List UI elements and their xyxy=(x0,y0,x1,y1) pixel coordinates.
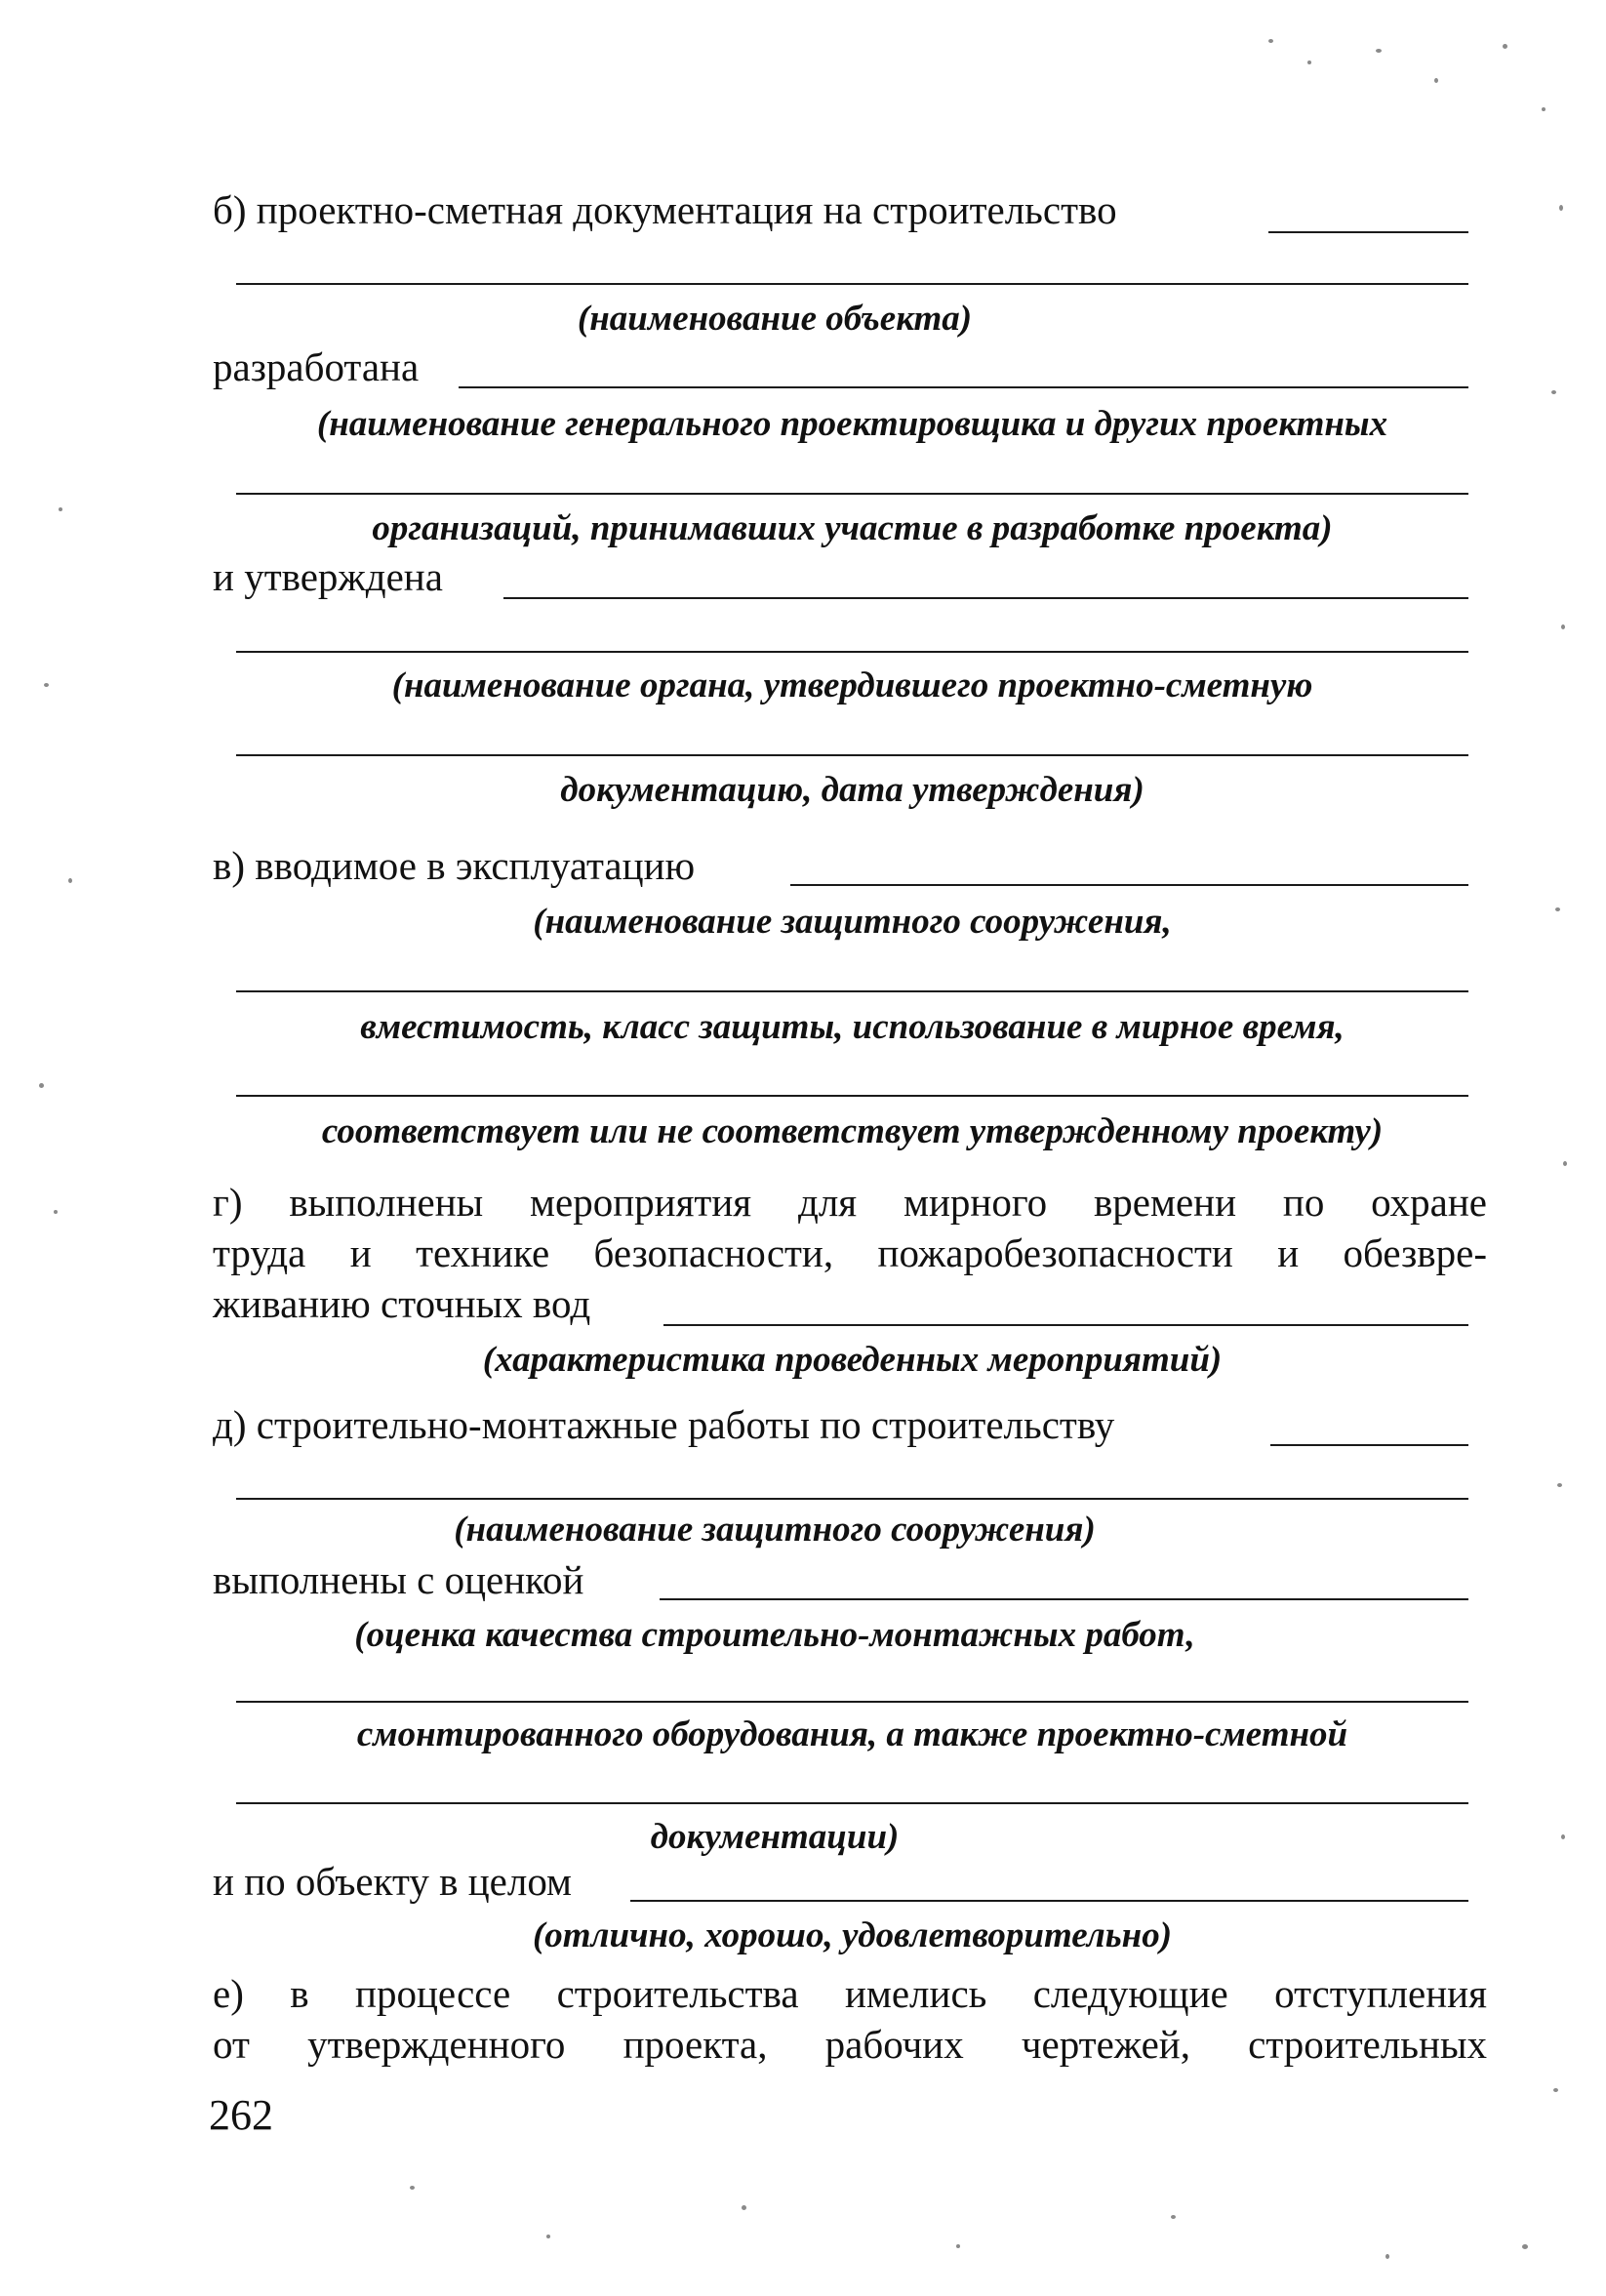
section-e-line-2 xyxy=(213,2022,1487,2067)
scan-speck xyxy=(1268,39,1273,43)
scan-speck xyxy=(956,2244,960,2248)
scan-speck xyxy=(1555,907,1560,911)
word: охране xyxy=(1371,1180,1487,1225)
blank-line xyxy=(236,1095,1468,1097)
scan-speck xyxy=(546,2235,550,2238)
word: пожаробезопасности xyxy=(877,1230,1233,1275)
blank-line xyxy=(1268,231,1468,233)
scan-speck xyxy=(1307,60,1311,64)
scan-speck xyxy=(410,2186,415,2190)
blank-line xyxy=(236,990,1468,992)
word: мероприятия xyxy=(530,1180,752,1225)
caption-organ-1: (наименование органа, утвердившего проектно-сметную xyxy=(391,665,1313,705)
section-d-heading: д) строительно-монтажные работы по строительству xyxy=(213,1402,1115,1447)
caption-organ-2: документацию, дата утверждения) xyxy=(560,770,1144,810)
blank-line xyxy=(236,493,1468,495)
word: мирного xyxy=(903,1180,1048,1225)
word: обезвре- xyxy=(1343,1230,1487,1275)
scan-speck xyxy=(1522,2244,1528,2249)
section-g-line-1 xyxy=(213,1180,1487,1225)
word: в xyxy=(290,1971,309,2016)
scan-speck xyxy=(1561,1834,1565,1839)
overall-label: и по объекту в целом xyxy=(213,1859,572,1904)
word: процессе xyxy=(355,1971,511,2016)
word: следующие xyxy=(1032,1971,1228,2016)
scan-speck xyxy=(59,507,62,511)
blank-line xyxy=(503,597,1468,599)
blank-line xyxy=(236,1802,1468,1804)
blank-line xyxy=(660,1598,1468,1600)
caption-designer-1: (наименование генерального проектировщика и других проектных xyxy=(316,404,1388,444)
blank-line xyxy=(236,651,1468,653)
section-g-line-2 xyxy=(213,1230,1487,1275)
word: проекта, xyxy=(622,2022,768,2067)
scan-speck xyxy=(39,1083,44,1088)
word: и xyxy=(1277,1230,1300,1275)
word: отступления xyxy=(1274,1971,1487,2016)
scan-speck xyxy=(1557,1483,1562,1487)
caption-quality-3: документации) xyxy=(650,1817,900,1857)
word: строительных xyxy=(1248,2022,1487,2067)
word: для xyxy=(797,1180,858,1225)
scan-speck xyxy=(1551,390,1556,394)
scan-speck xyxy=(44,683,49,687)
section-v-heading: в) вводимое в эксплуатацию xyxy=(213,843,696,888)
word: и xyxy=(349,1230,372,1275)
caption-shelter-name: (наименование защитного сооружения) xyxy=(454,1510,1096,1550)
rated-label: выполнены с оценкой xyxy=(213,1557,584,1602)
section-g-line-3: живанию сточных вод xyxy=(213,1281,591,1326)
blank-line xyxy=(663,1324,1468,1326)
caption-quality-1: (оценка качества строительно-монтажных работ, xyxy=(354,1615,1195,1655)
blank-line xyxy=(1270,1444,1468,1446)
scan-speck xyxy=(1385,2254,1389,2259)
page-number: 262 xyxy=(209,2091,273,2139)
word: г) xyxy=(213,1180,243,1225)
blank-line xyxy=(236,1498,1468,1500)
caption-object-name: (наименование объекта) xyxy=(577,299,973,339)
caption-designer-2: организаций, принимавших участие в разработке проекта) xyxy=(372,508,1333,548)
scan-speck xyxy=(1553,2088,1558,2092)
caption-shelter-1: (наименование защитного сооружения, xyxy=(533,902,1172,942)
scan-speck xyxy=(54,1210,58,1214)
scan-speck xyxy=(1559,205,1563,211)
word: труда xyxy=(213,1230,306,1275)
scan-speck xyxy=(1542,107,1546,111)
scan-speck xyxy=(1171,2215,1176,2219)
blank-line xyxy=(236,754,1468,756)
blank-line xyxy=(790,884,1468,886)
scan-speck xyxy=(1503,44,1507,49)
word: имелись xyxy=(844,1971,987,2016)
blank-line xyxy=(236,1701,1468,1703)
scan-speck xyxy=(1561,624,1565,629)
section-b-heading: б) проектно-сметная документация на строительство xyxy=(213,187,1117,232)
scan-speck xyxy=(742,2205,746,2210)
approved-label: и утверждена xyxy=(213,554,443,599)
word: по xyxy=(1282,1180,1325,1225)
developed-label: разработана xyxy=(213,344,420,389)
blank-line xyxy=(630,1900,1468,1902)
word: е) xyxy=(213,1971,244,2016)
scan-speck xyxy=(1434,78,1438,83)
word: технике xyxy=(416,1230,550,1275)
word: от xyxy=(213,2022,250,2067)
word: рабочих xyxy=(824,2022,964,2067)
word: строительства xyxy=(556,1971,799,2016)
caption-quality-2: смонтированного оборудования, а также проектно-сметной xyxy=(356,1714,1348,1754)
caption-grades: (отлично, хорошо, удовлетворительно) xyxy=(532,1915,1173,1955)
scan-speck xyxy=(1376,49,1382,53)
word: времени xyxy=(1093,1180,1237,1225)
caption-measures: (характеристика проведенных мероприятий) xyxy=(482,1340,1223,1380)
scan-speck xyxy=(1563,1161,1567,1166)
word: выполнены xyxy=(289,1180,484,1225)
scan-speck xyxy=(68,878,72,883)
blank-line xyxy=(459,386,1468,388)
word: утвержденного xyxy=(307,2022,566,2067)
caption-shelter-3: соответствует или не соответствует утвержденному проекту) xyxy=(321,1111,1384,1151)
blank-line xyxy=(236,283,1468,285)
word: чертежей, xyxy=(1021,2022,1190,2067)
section-e-line-1 xyxy=(213,1971,1487,2016)
caption-shelter-2: вместимость, класс защиты, использование в мирное время, xyxy=(360,1007,1345,1047)
word: безопасности, xyxy=(593,1230,834,1275)
